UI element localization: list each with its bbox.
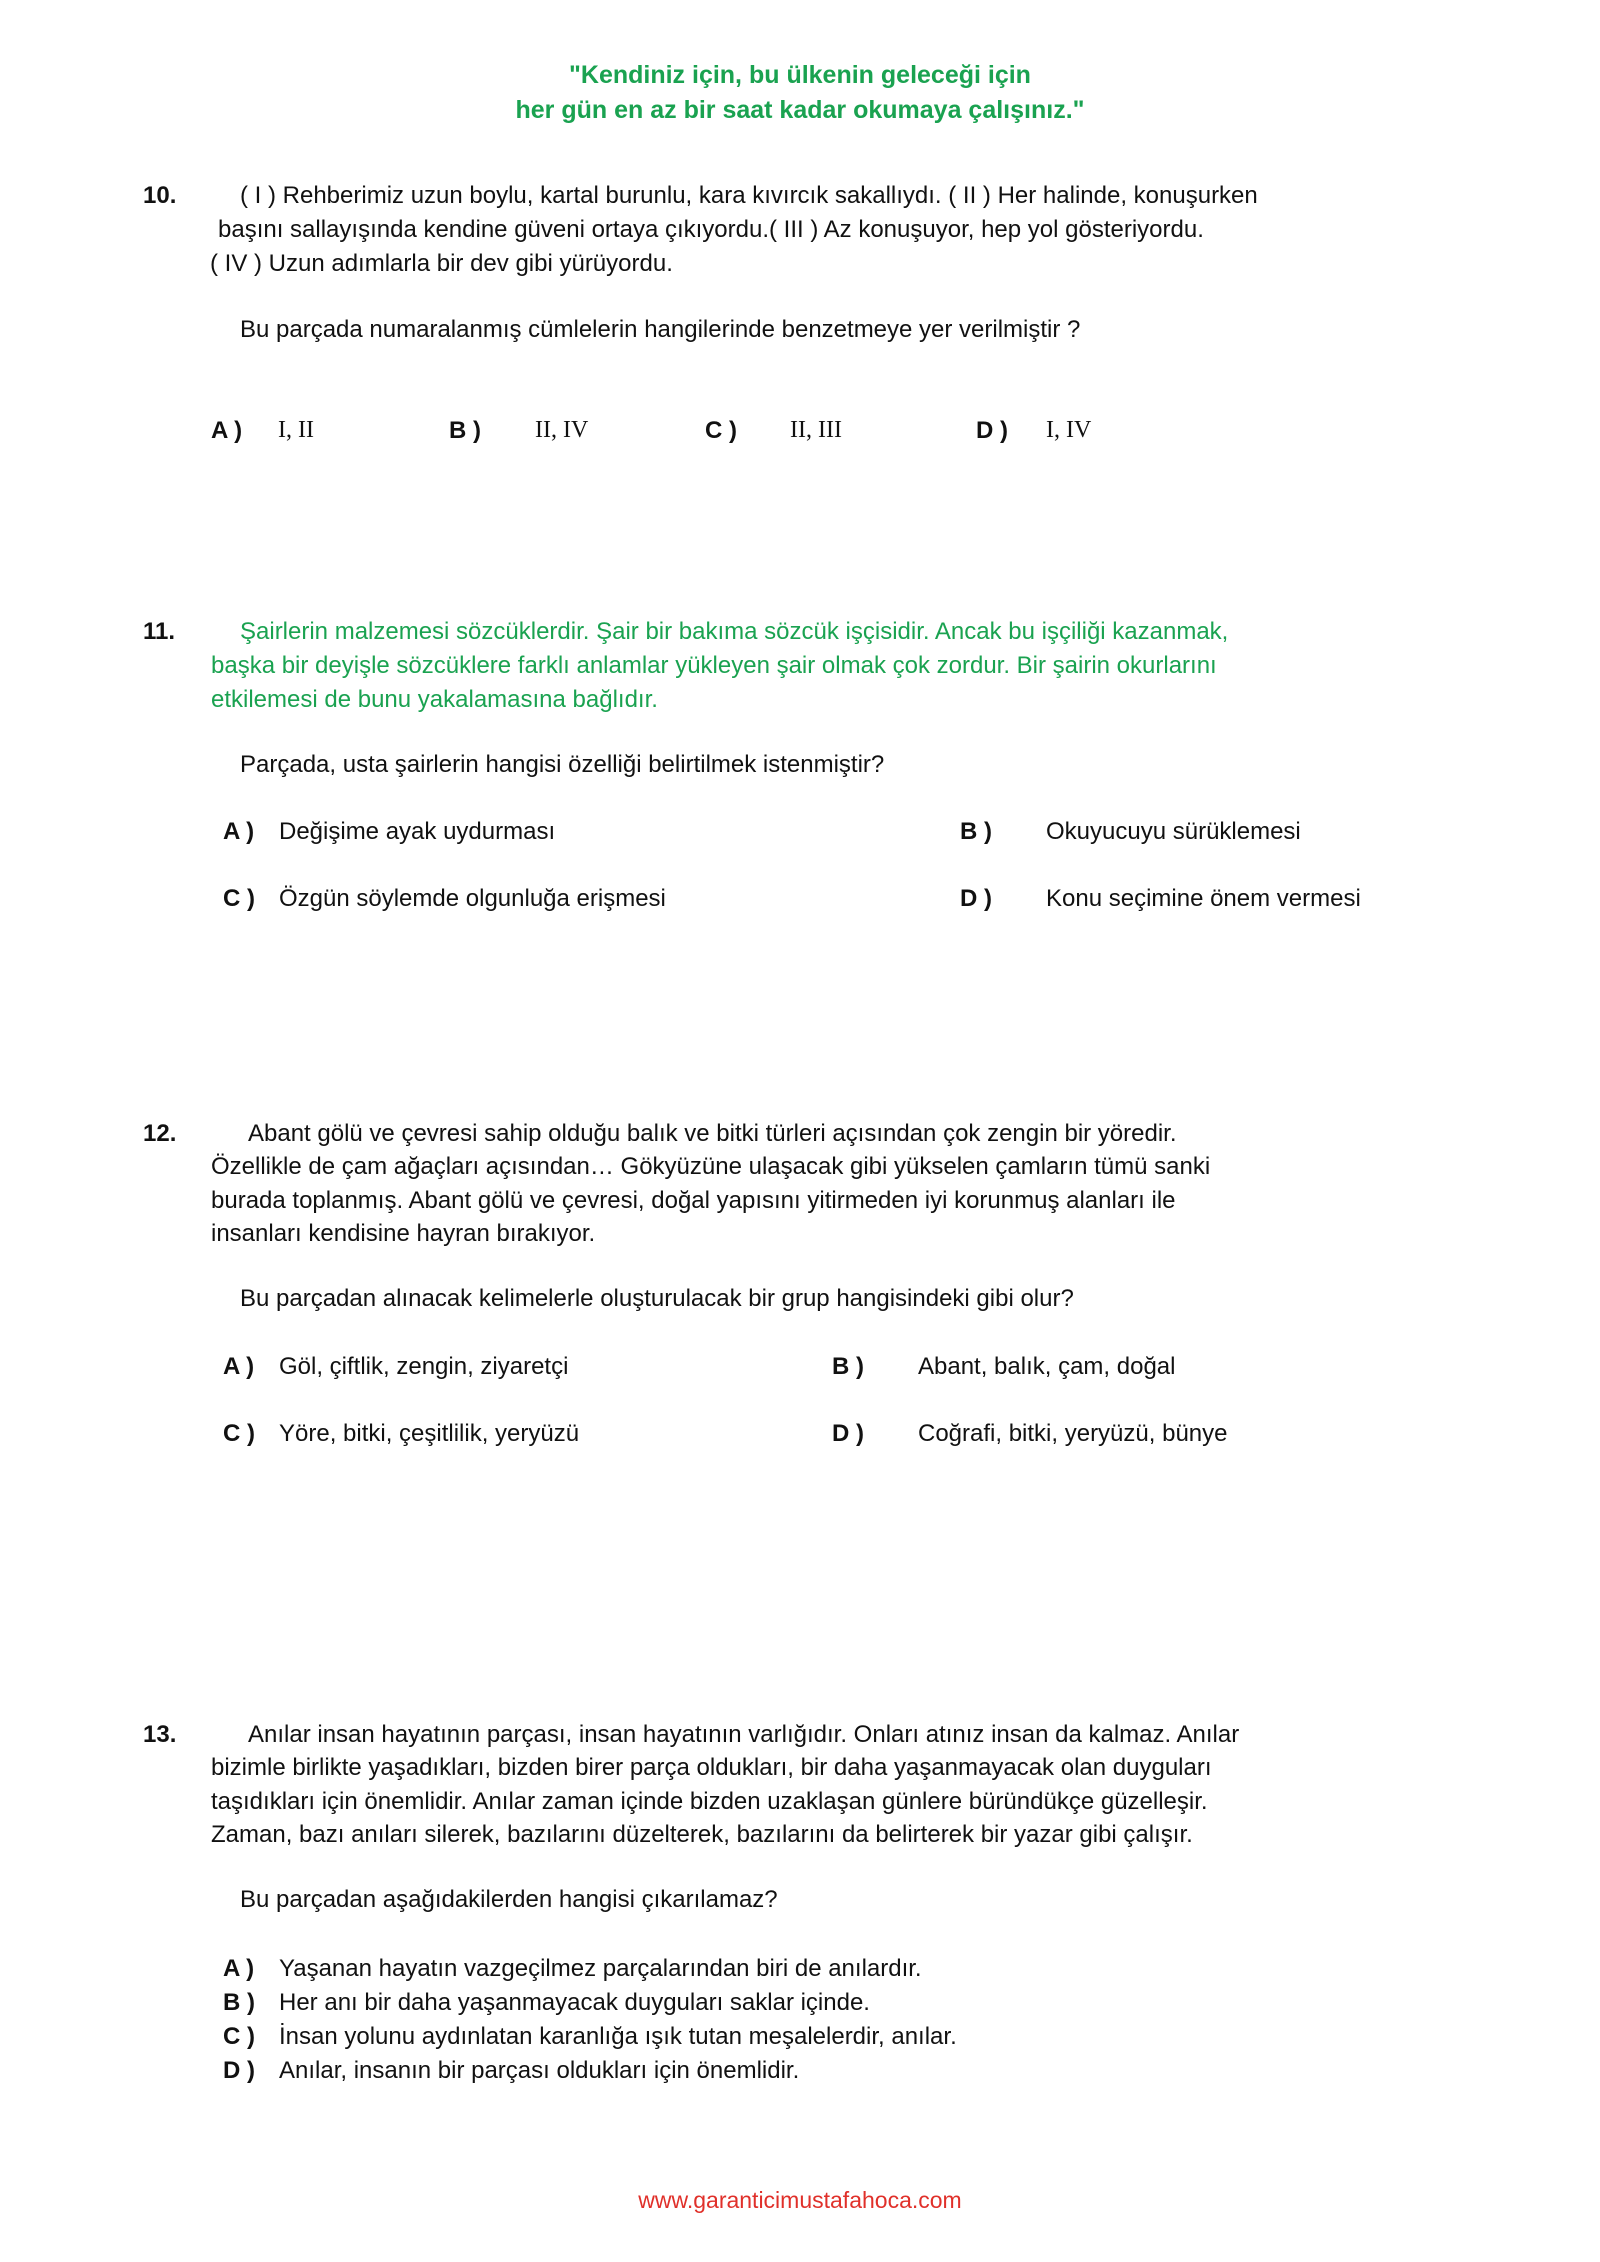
footer-website-link[interactable]: www.garanticimustafahoca.com [638, 2187, 962, 2213]
option-c-text[interactable]: İnsan yolunu aydınlatan karanlığa ışık tutan meşalelerdir, anılar. [279, 2023, 957, 2050]
option-d-text[interactable]: Konu seçimine önem vermesi [1046, 885, 1361, 912]
option-b-text[interactable]: Okuyucuyu sürüklemesi [1046, 818, 1301, 845]
question-number: 10. [143, 182, 177, 209]
option-a-text[interactable]: Yaşanan hayatın vazgeçilmez parçalarından biri de anılardır. [279, 1955, 922, 1982]
question-number: 11. [143, 618, 176, 645]
option-d-text[interactable]: Coğrafi, bitki, yeryüzü, bünye [918, 1420, 1228, 1447]
question-number: 13. [143, 1721, 177, 1748]
option-d-text[interactable]: I, IV [1046, 417, 1092, 443]
option-c-text[interactable]: Yöre, bitki, çeşitlilik, yeryüzü [279, 1420, 580, 1447]
option-b-text[interactable]: Abant, balık, çam, doğal [918, 1353, 1176, 1380]
option-a-text[interactable]: Değişime ayak uydurması [279, 818, 556, 845]
option-c-letter[interactable]: C ) [223, 885, 255, 912]
passage-line: Şairlerin malzemesi sözcüklerdir. Şair bir bakıma sözcük işçisidir. Ancak bu işçiliği kazanmak, [240, 618, 1229, 645]
passage-line: Zaman, bazı anıları silerek, bazılarını düzelterek, bazılarını da belirterek bir yazar gibi çalışır. [211, 1821, 1193, 1848]
option-a-text[interactable]: I, II [278, 417, 314, 443]
passage-line: bizimle birlikte yaşadıkları, bizden birer parça oldukları, bir daha yaşanmayacak olan duyguları [211, 1754, 1212, 1781]
option-a-letter[interactable]: A ) [223, 1955, 255, 1982]
option-a-letter[interactable]: A ) [223, 818, 255, 845]
option-c-text[interactable]: II, III [790, 417, 842, 443]
option-d-letter[interactable]: D ) [976, 417, 1008, 444]
option-d-letter[interactable]: D ) [832, 1420, 864, 1447]
passage-line: insanları kendisine hayran bırakıyor. [211, 1220, 596, 1247]
passage-line: Abant gölü ve çevresi sahip olduğu balık ve bitki türleri açısından çok zengin bir yöredir. [248, 1120, 1177, 1147]
option-d-letter[interactable]: D ) [960, 885, 992, 912]
motto-line-2: her gün en az bir saat kadar okumaya çalışınız." [515, 96, 1085, 124]
question-prompt: Parçada, usta şairlerin hangisi özelliği belirtilmek istenmiştir? [240, 751, 885, 778]
question-prompt: Bu parçadan aşağıdakilerden hangisi çıkarılamaz? [240, 1886, 778, 1913]
passage-line: etkilemesi de bunu yakalamasına bağlıdır. [211, 686, 658, 713]
option-a-letter[interactable]: A ) [211, 417, 243, 444]
option-c-letter[interactable]: C ) [705, 417, 737, 444]
option-a-text[interactable]: Göl, çiftlik, zengin, ziyaretçi [279, 1353, 569, 1380]
option-d-text[interactable]: Anılar, insanın bir parçası oldukları için önemlidir. [279, 2057, 800, 2084]
option-b-letter[interactable]: B ) [223, 1989, 255, 2016]
option-c-text[interactable]: Özgün söylemde olgunluğa erişmesi [279, 885, 666, 912]
motto-line-1: "Kendiniz için, bu ülkenin geleceği için [569, 61, 1031, 89]
option-d-letter[interactable]: D ) [223, 2057, 255, 2084]
option-b-text[interactable]: Her anı bir daha yaşanmayacak duyguları saklar içinde. [279, 1989, 870, 2016]
option-c-letter[interactable]: C ) [223, 2023, 255, 2050]
option-c-letter[interactable]: C ) [223, 1420, 255, 1447]
question-prompt: Bu parçada numaralanmış cümlelerin hangilerinde benzetmeye yer verilmiştir ? [240, 316, 1081, 343]
option-b-letter[interactable]: B ) [449, 417, 481, 444]
question-prompt: Bu parçadan alınacak kelimelerle oluşturulacak bir grup hangisindeki gibi olur? [240, 1285, 1074, 1312]
motto-header [0, 58, 1600, 128]
passage-line: Anılar insan hayatının parçası, insan hayatının varlığıdır. Onları atınız insan da kalmaz. Anılar [248, 1721, 1240, 1748]
passage-line: başka bir deyişle sözcüklere farklı anlamlar yükleyen şair olmak çok zordur. Bir şairin okurlarını [211, 652, 1217, 679]
option-b-text[interactable]: II, IV [535, 417, 589, 443]
option-b-letter[interactable]: B ) [960, 818, 992, 845]
option-b-letter[interactable]: B ) [832, 1353, 864, 1380]
passage-line: ( IV ) Uzun adımlarla bir dev gibi yürüyordu. [210, 250, 673, 277]
question-number: 12. [143, 1120, 177, 1147]
passage-line: Özellikle de çam ağaçları açısından… Gökyüzüne ulaşacak gibi yükselen çamların tümü sanki [211, 1153, 1211, 1180]
option-a-letter[interactable]: A ) [223, 1353, 255, 1380]
passage-line: ( I ) Rehberimiz uzun boylu, kartal burunlu, kara kıvırcık sakallıydı. ( II ) Her halinde, konuşurken [240, 182, 1258, 209]
passage-line: taşıdıkları için önemlidir. Anılar zaman içinde bizden uzaklaşan günlere büründükçe güzelleşir. [211, 1788, 1208, 1815]
passage-line: burada toplanmış. Abant gölü ve çevresi, doğal yapısını yitirmeden iyi korunmuş alanları ile [211, 1187, 1176, 1214]
passage-line: başını sallayışında kendine güveni ortaya çıkıyordu.( III ) Az konuşuyor, hep yol gösteriyordu. [218, 216, 1204, 243]
